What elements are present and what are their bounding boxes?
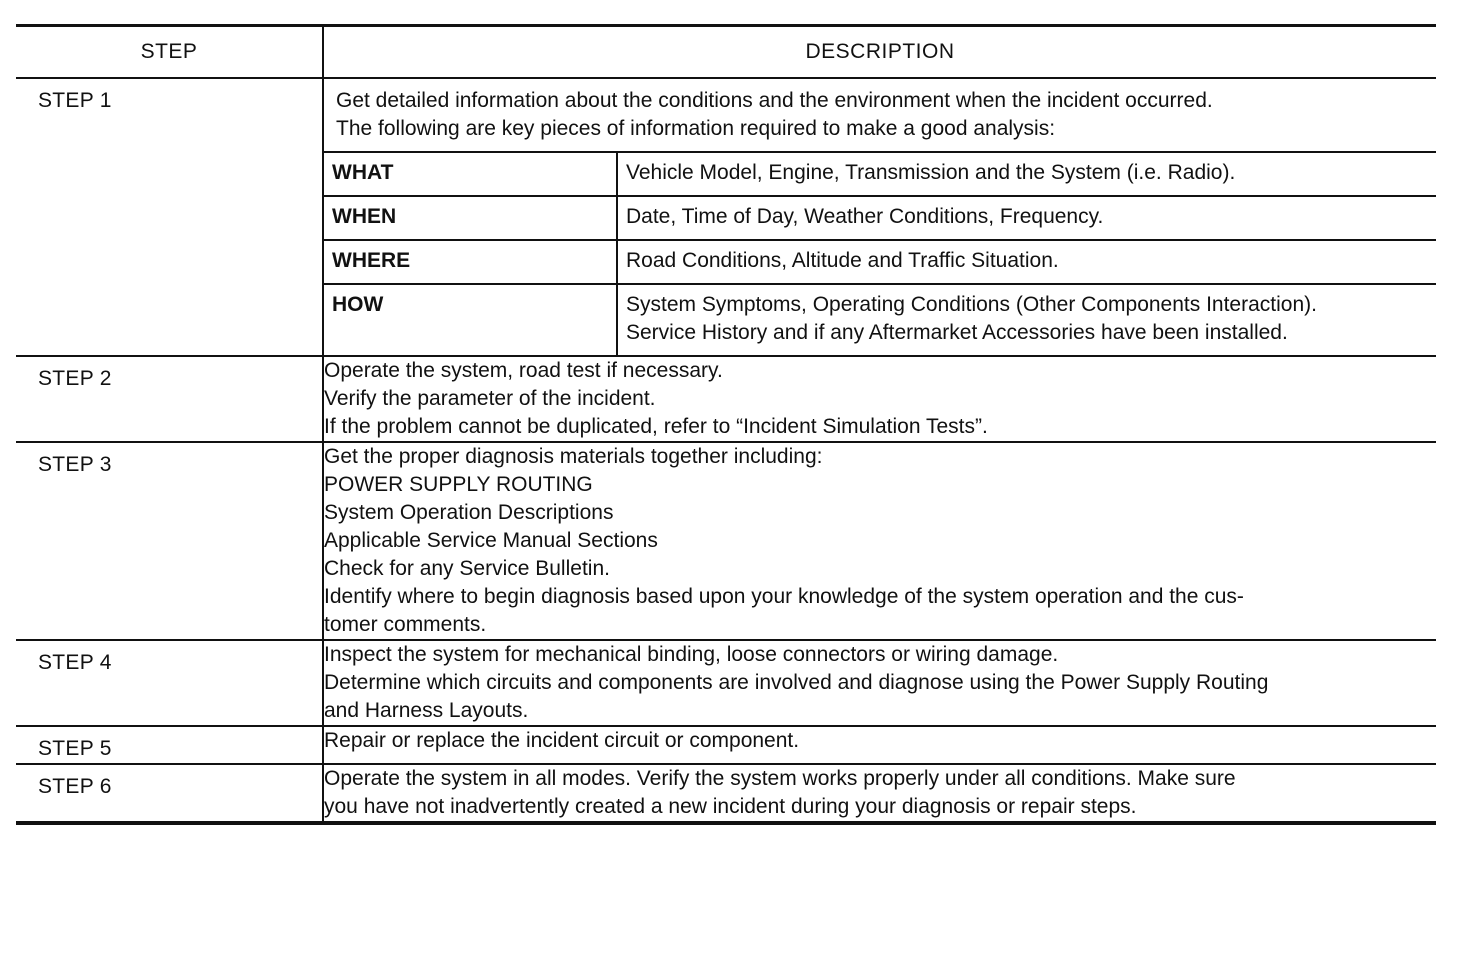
description-line: Verify the parameter of the incident. [324, 387, 656, 410]
description-line: Repair or replace the incident circuit or component. [324, 729, 800, 752]
step-row-2 [16, 356, 1436, 442]
key-info-value [617, 152, 1436, 196]
description-line: and Harness Layouts. [324, 699, 529, 722]
key-info-label: HOW [324, 284, 617, 355]
step-description [323, 640, 1436, 726]
step-row-6 [16, 764, 1436, 821]
step-1-intro [324, 79, 1436, 151]
description-line: Check for any Service Bulletin. [324, 557, 610, 580]
table-header-row [16, 27, 1436, 78]
description-line: you have not inadvertently created a new incident during your diagnosis or repair steps. [324, 795, 1137, 818]
key-info-label: WHAT [324, 152, 617, 196]
diagnostic-steps-document [16, 24, 1436, 825]
key-info-line: Vehicle Model, Engine, Transmission and the System (i.e. Radio). [626, 161, 1236, 184]
step-label: STEP 5 [38, 737, 112, 760]
header-step: STEP [16, 27, 323, 78]
diagnostic-steps-table [16, 27, 1436, 821]
description-line: Operate the system in all modes. Verify the system works properly under all conditions. Make sure [324, 767, 1236, 790]
key-info-value [617, 240, 1436, 284]
key-info-value [617, 196, 1436, 240]
key-info-line: System Symptoms, Operating Conditions (Other Components Interaction). [626, 293, 1317, 316]
description-line: Applicable Service Manual Sections [324, 529, 658, 552]
description-line: Operate the system, road test if necessary. [324, 359, 723, 382]
step-description [323, 356, 1436, 442]
step-label: STEP 4 [38, 651, 112, 674]
step-description [323, 442, 1436, 640]
step-label: STEP 2 [38, 367, 112, 390]
step-label: STEP 6 [38, 775, 112, 798]
key-info-row-where [324, 240, 1436, 284]
header-description: DESCRIPTION [323, 27, 1436, 78]
description-line: System Operation Descriptions [324, 501, 614, 524]
description-line: tomer comments. [324, 613, 487, 636]
key-info-line: Road Conditions, Altitude and Traffic Situation. [626, 249, 1059, 272]
key-info-row-what [324, 152, 1436, 196]
description-line: The following are key pieces of information required to make a good analysis: [336, 117, 1056, 140]
step-row-5 [16, 726, 1436, 764]
step-description [323, 764, 1436, 821]
description-line: Get the proper diagnosis materials together including: [324, 445, 823, 468]
step-row-4 [16, 640, 1436, 726]
step-description [323, 78, 1436, 356]
key-info-line: Service History and if any Aftermarket Accessories have been installed. [626, 321, 1288, 344]
key-information-table [324, 151, 1436, 355]
description-line: Identify where to begin diagnosis based upon your knowledge of the system operation and the cus- [324, 585, 1244, 608]
description-line: Determine which circuits and components are involved and diagnose using the Power Supply Routing [324, 671, 1269, 694]
key-info-row-how [324, 284, 1436, 355]
step-label: STEP 1 [38, 89, 112, 112]
description-line: POWER SUPPLY ROUTING [324, 473, 593, 496]
step-label: STEP 3 [38, 453, 112, 476]
step-row-1 [16, 78, 1436, 356]
description-line: If the problem cannot be duplicated, refer to “Incident Simulation Tests”. [324, 415, 988, 438]
key-info-value [617, 284, 1436, 355]
key-info-line: Date, Time of Day, Weather Conditions, Frequency. [626, 205, 1104, 228]
step-row-3 [16, 442, 1436, 640]
key-info-row-when [324, 196, 1436, 240]
description-line: Inspect the system for mechanical binding, loose connectors or wiring damage. [324, 643, 1059, 666]
key-info-label: WHERE [324, 240, 617, 284]
step-description [323, 726, 1436, 764]
key-info-label: WHEN [324, 196, 617, 240]
description-line: Get detailed information about the conditions and the environment when the incident occurred. [336, 89, 1213, 112]
